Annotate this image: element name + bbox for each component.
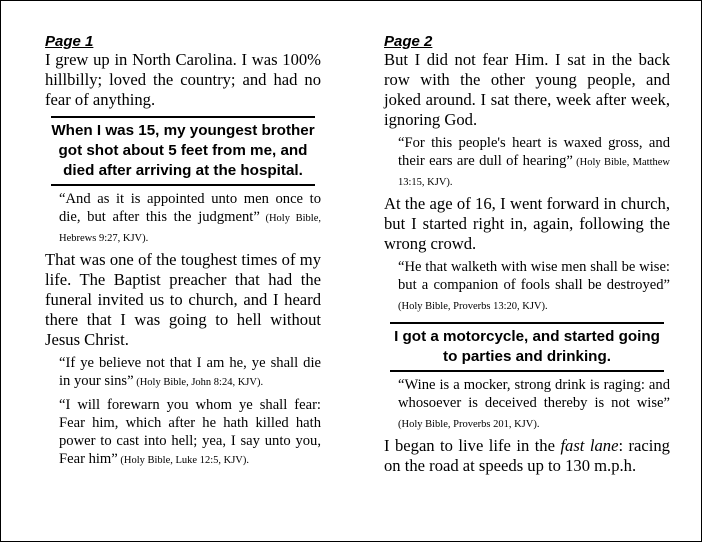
closing-emphasis: fast lane [560,436,619,455]
quote-text: “For this people's heart is waxed gross, and their ears are dull of hearing” [398,135,670,169]
page-2-body: At the age of 16, I went forward in church, but I started right in, again, following the wrong crowd. [384,194,670,253]
quote-text: “Wine is a mocker, strong drink is raging: and whosoever is deceived thereby is not wise” [398,377,670,411]
page-1-column [45,33,321,472]
quote-text: “I will forewarn you whom ye shall fear: Fear him, which after he hath killed hath power to cast into hell; yea, I say unto you, Fear him” [59,397,321,467]
page-1-quote-luke [59,396,321,470]
page-1-quote-hebrews [59,190,321,248]
page-1-quote-john [59,354,321,392]
page-2-callout: I got a motorcycle, and started going to parties and drinking. [390,322,664,372]
page-1-intro: I grew up in North Carolina. I was 100% hillbilly; loved the country; and had no fear of anything. [45,50,321,109]
quote-text: “And as it is appointed unto men once to die, but after this the judgment” [59,191,321,225]
quote-text: “If ye believe not that I am he, ye shall die in your sins” [59,355,321,389]
page-2-column [384,33,670,476]
page-2-label: Page 2 [384,33,433,50]
page-2-closing [384,436,670,476]
quote-reference: (Holy Bible, Proverbs 201, KJV). [398,419,540,430]
quote-reference: (Holy Bible, Matthew 13:15, KJV). [398,157,670,188]
quote-reference: (Holy Bible, Hebrews 9:27, KJV). [59,213,321,244]
page-2-quote-proverbs-13 [398,258,670,316]
page-1-label: Page 1 [45,33,94,50]
quote-reference: (Holy Bible, Proverbs 13:20, KJV). [398,301,548,312]
page-1-body: That was one of the toughest times of my life. The Baptist preacher that had the funeral invited us to church, and I heard there that I was going to hell without Jesus Christ. [45,250,321,349]
quote-reference: (Holy Bible, John 8:24, KJV). [133,377,264,388]
page-2-quote-proverbs-20 [398,376,670,434]
page-2-intro: But I did not fear Him. I sat in the back row with the other young people, and joked around. I sat there, week after week, ignoring God. [384,50,670,129]
closing-text-start: I began to live life in the [384,436,561,455]
quote-reference: (Holy Bible, Luke 12:5, KJV). [117,455,250,466]
closing-text-end: : racing on the road at speeds up to 130 m.p.h. [384,436,670,475]
page-2-quote-matthew [398,134,670,192]
quote-text: “He that walketh with wise men shall be wise: but a companion of fools shall be destroyed” [398,259,670,293]
page-1-callout: When I was 15, my youngest brother got shot about 5 feet from me, and died after arriving at the hospital. [51,116,315,186]
